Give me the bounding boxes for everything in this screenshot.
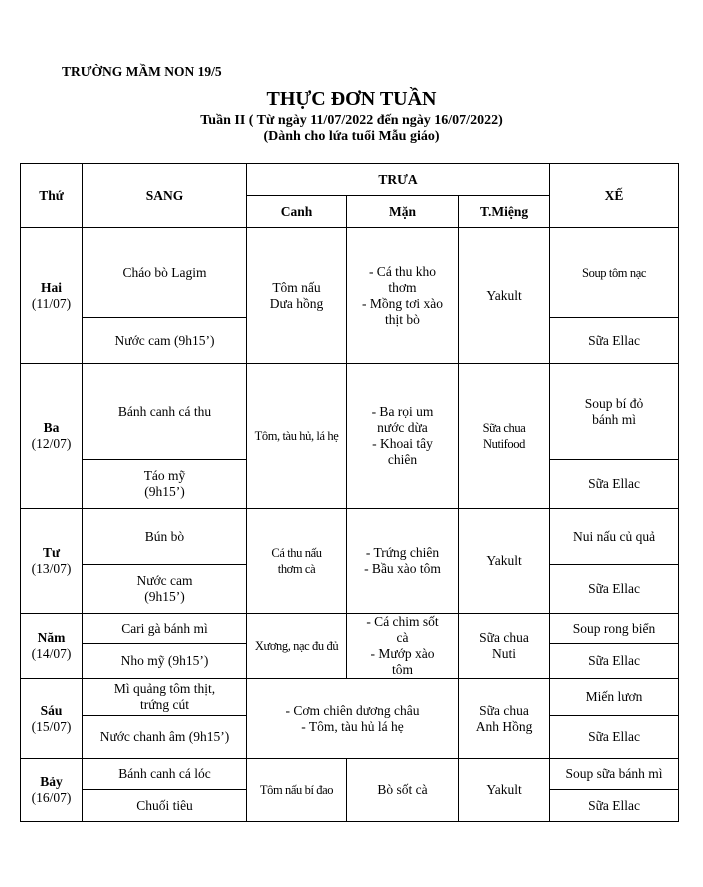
- lunch-dessert: Sữa chua Anh Hồng: [459, 679, 550, 759]
- lunch-dessert: Yakult: [459, 509, 550, 614]
- morning-snack: Táo mỹ (9h15’): [83, 460, 247, 509]
- morning-meal: Bún bò: [83, 509, 247, 565]
- lunch-dessert: Yakult: [459, 228, 550, 364]
- lunch-soup: Tôm nấu Dưa hồng: [247, 228, 347, 364]
- day-name: Sáu: [40, 702, 63, 718]
- morning-meal: Mì quảng tôm thịt, trứng cút: [83, 679, 247, 716]
- day-name: Hai: [40, 279, 62, 295]
- day-name: Ba: [43, 420, 60, 435]
- morning-meal: Bánh canh cá lóc: [83, 759, 247, 790]
- lunch-dessert: Sữa chua Nutifood: [459, 364, 550, 509]
- morning-snack: Nước cam (9h15’): [83, 318, 247, 364]
- afternoon-drink: Sữa Ellac: [550, 790, 679, 822]
- day-cell: [21, 759, 83, 822]
- morning-snack: Nho mỹ (9h15’): [83, 644, 247, 679]
- day-name: Tư: [42, 545, 61, 560]
- lunch-soup: Tôm, tàu hủ, lá hẹ: [247, 364, 347, 509]
- day-name: Bảy: [40, 774, 63, 789]
- day-name: Năm: [37, 630, 66, 645]
- lunch-main: - Trứng chiên - Bầu xào tôm: [347, 509, 459, 614]
- afternoon-drink: Sữa Ellac: [550, 644, 679, 679]
- menu-title: THỰC ĐƠN TUẦN: [266, 88, 437, 110]
- header-soup: Canh: [247, 196, 347, 228]
- header-morning: SANG: [83, 164, 247, 228]
- day-cell: [21, 228, 83, 364]
- day-cell: [21, 364, 83, 509]
- morning-snack: Chuối tiêu: [83, 790, 247, 822]
- afternoon-meal: Soup sữa bánh mì: [550, 759, 679, 790]
- morning-meal: Cháo bò Lagim: [83, 228, 247, 318]
- weekly-menu-table: [20, 163, 679, 822]
- day-date: (12/07): [31, 436, 72, 451]
- day-date: (13/07): [31, 561, 72, 576]
- lunch-combined: - Cơm chiên dương châu - Tôm, tàu hủ lá hẹ: [247, 679, 459, 759]
- lunch-dessert: Yakult: [459, 759, 550, 822]
- school-name: TRƯỜNG MẦM NON 19/5: [62, 64, 222, 79]
- afternoon-drink: Sữa Ellac: [550, 318, 679, 364]
- lunch-soup: Cá thu nấu thơm cà: [247, 509, 347, 614]
- week-range: Tuần II ( Từ ngày 11/07/2022 đến ngày 16/07/2022): [200, 113, 503, 128]
- lunch-soup: Xương, nạc đu đủ: [247, 614, 347, 679]
- day-date: (11/07): [31, 295, 72, 311]
- morning-meal: Cari gà bánh mì: [83, 614, 247, 644]
- header-day: Thứ: [21, 164, 83, 228]
- morning-snack: Nước chanh âm (9h15’): [83, 716, 247, 759]
- day-date: (14/07): [31, 646, 72, 661]
- header-main: Mặn: [347, 196, 459, 228]
- lunch-main: - Cá thu kho thơm - Mồng tơi xào thịt bò: [347, 228, 459, 364]
- header-dessert: T.Miệng: [459, 196, 550, 228]
- morning-meal: Bánh canh cá thu: [83, 364, 247, 460]
- day-date: (15/07): [31, 718, 72, 734]
- afternoon-meal: Soup bí đỏ bánh mì: [550, 364, 679, 460]
- afternoon-meal: Nui nấu củ quả: [550, 509, 679, 565]
- day-cell: [21, 679, 83, 759]
- afternoon-meal: Soup rong biển: [550, 614, 679, 644]
- afternoon-drink: Sữa Ellac: [550, 716, 679, 759]
- header-lunch: TRƯA: [247, 164, 550, 196]
- lunch-soup: Tôm nấu bí đao: [247, 759, 347, 822]
- afternoon-drink: Sữa Ellac: [550, 460, 679, 509]
- afternoon-meal: Miến lươn: [550, 679, 679, 716]
- audience-note: (Dành cho lứa tuổi Mẫu giáo): [263, 129, 440, 144]
- header-afternoon: XẾ: [550, 164, 679, 228]
- afternoon-meal: Soup tôm nạc: [550, 228, 679, 318]
- afternoon-drink: Sữa Ellac: [550, 565, 679, 614]
- morning-snack: Nước cam (9h15’): [83, 565, 247, 614]
- day-date: (16/07): [31, 790, 72, 805]
- day-cell: [21, 614, 83, 679]
- lunch-dessert: Sữa chua Nuti: [459, 614, 550, 679]
- lunch-main: - Ba rọi um nước dừa - Khoai tây chiên: [347, 364, 459, 509]
- lunch-main: Bò sốt cà: [347, 759, 459, 822]
- lunch-main: - Cá chim sốt cà - Mướp xào tôm: [347, 614, 459, 679]
- day-cell: [21, 509, 83, 614]
